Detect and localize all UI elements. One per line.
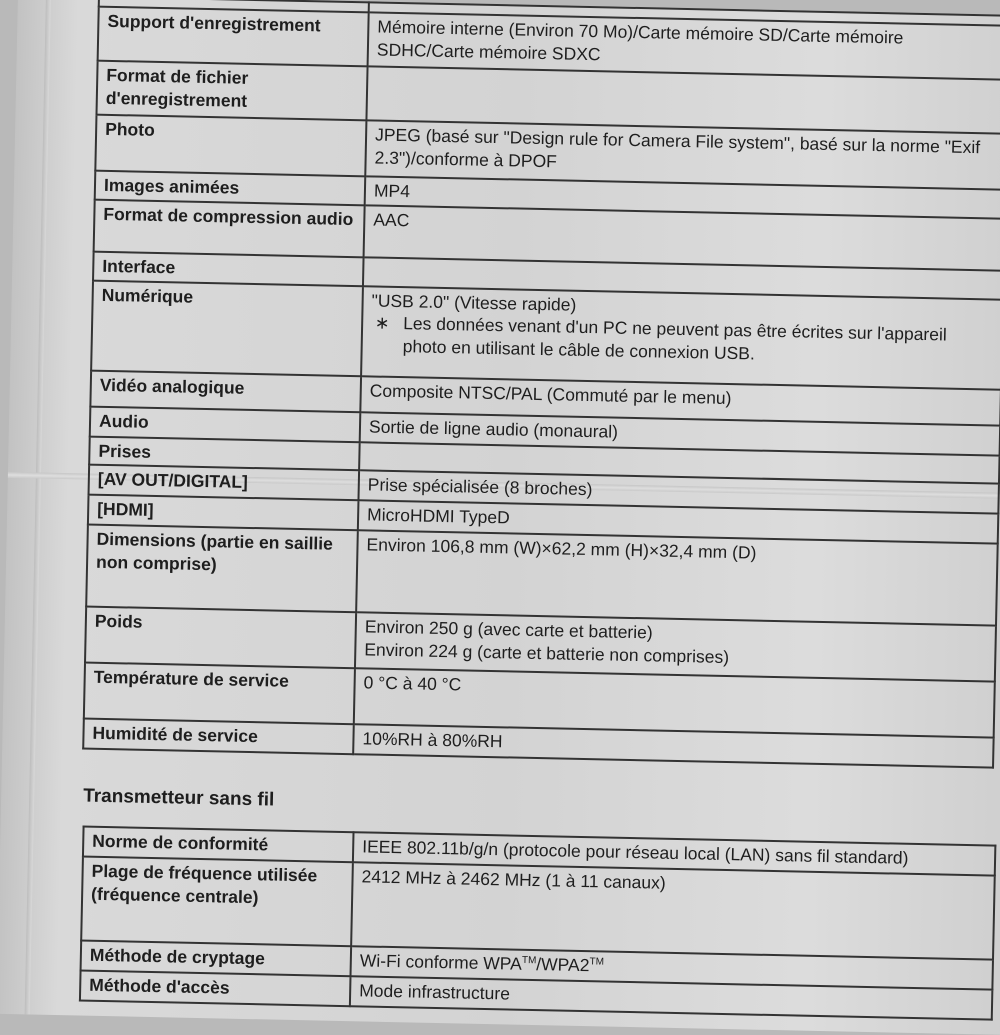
- numeric-label: Numérique: [91, 280, 363, 376]
- photo-label: Photo: [95, 115, 366, 177]
- poids-value-1: Environ 250 g (avec carte et batterie): [364, 616, 653, 643]
- norme-label: Norme de conformité: [83, 827, 354, 863]
- animated-label: Images animées: [95, 171, 366, 205]
- video-value: Composite NTSC/PAL (Commuté par le menu): [360, 376, 1000, 425]
- temperature-label: Température de service: [84, 663, 355, 725]
- temperature-value: 0 °C à 40 °C: [354, 668, 995, 737]
- spec-table: [82, 0, 1000, 769]
- encryption-value-2: /WPA2: [536, 954, 590, 976]
- numeric-value-cell: [361, 286, 1000, 389]
- encryption-value-1: Wi-Fi conforme WPA: [359, 950, 523, 974]
- wireless-section-title: Transmetteur sans fil: [82, 785, 275, 811]
- av-out-value: Prise spécialisée (8 broches): [358, 470, 998, 513]
- video-label: Vidéo analogique: [90, 370, 361, 412]
- humidity-label: Humidité de service: [83, 719, 354, 755]
- access-label: Méthode d'accès: [80, 971, 351, 1007]
- audio-label: Audio: [90, 406, 361, 442]
- av-out-label: [AV OUT/DIGITAL]: [89, 465, 360, 501]
- animated-value: MP4: [365, 176, 1000, 218]
- numeric-note-text: Les données venant d'un PC ne peuvent pas être écrites sur l'appareil photo en utilisant le câble de connexion USB.: [402, 313, 947, 364]
- support-label: Support d'enregistrement: [98, 7, 369, 67]
- numeric-value: "USB 2.0" (Vitesse rapide): [371, 289, 577, 315]
- trademark-mark: TM: [589, 956, 605, 968]
- support-value: Mémoire interne (Environ 70 Mo)/Carte mémoire SD/Carte mémoire SDHC/Carte mémoire SDXC: [368, 12, 1000, 79]
- poids-label: Poids: [85, 607, 356, 669]
- dimensions-label: Dimensions (partie en saillie non comprise): [86, 525, 358, 613]
- norme-value: IEEE 802.11b/g/n (protocole pour réseau local (LAN) sans fil standard): [353, 832, 995, 875]
- poids-value-2: Environ 224 g (carte et batterie non comprises): [364, 639, 730, 668]
- asterisk-icon: ∗: [374, 312, 390, 334]
- interface-label: Interface: [93, 251, 364, 285]
- frequency-value: 2412 MHz à 2462 MHz (1 à 11 canaux): [351, 862, 995, 959]
- trademark-mark: TM: [521, 954, 537, 967]
- frequency-label: Plage de fréquence utilisée (fréquence centrale): [81, 857, 353, 947]
- format-label: Format de fichier d'enregistrement: [96, 61, 367, 121]
- wireless-table: [79, 826, 996, 1021]
- audio-compression-label: Format de compression audio: [94, 199, 365, 257]
- audio-value: Sortie de ligne audio (monaural): [360, 412, 1000, 455]
- access-value: Mode infrastructure: [350, 976, 992, 1019]
- audio-compression-value: AAC: [364, 205, 1000, 270]
- encryption-label: Méthode de cryptage: [81, 941, 352, 977]
- prises-label: Prises: [89, 436, 360, 470]
- hdmi-value: MicroHDMI TypeD: [358, 500, 998, 543]
- humidity-value: 10%RH à 80%RH: [353, 724, 993, 767]
- paper-fold-vertical: [25, 0, 51, 1014]
- photo-value: JPEG (basé sur "Design rule for Camera File system", basé sur la norme "Exif 2.3")/conforme à DPOF: [365, 120, 1000, 189]
- hdmi-label: [HDMI]: [88, 495, 359, 531]
- dimensions-value: Environ 106,8 mm (W)×62,2 mm (H)×32,4 mm (D): [356, 530, 998, 625]
